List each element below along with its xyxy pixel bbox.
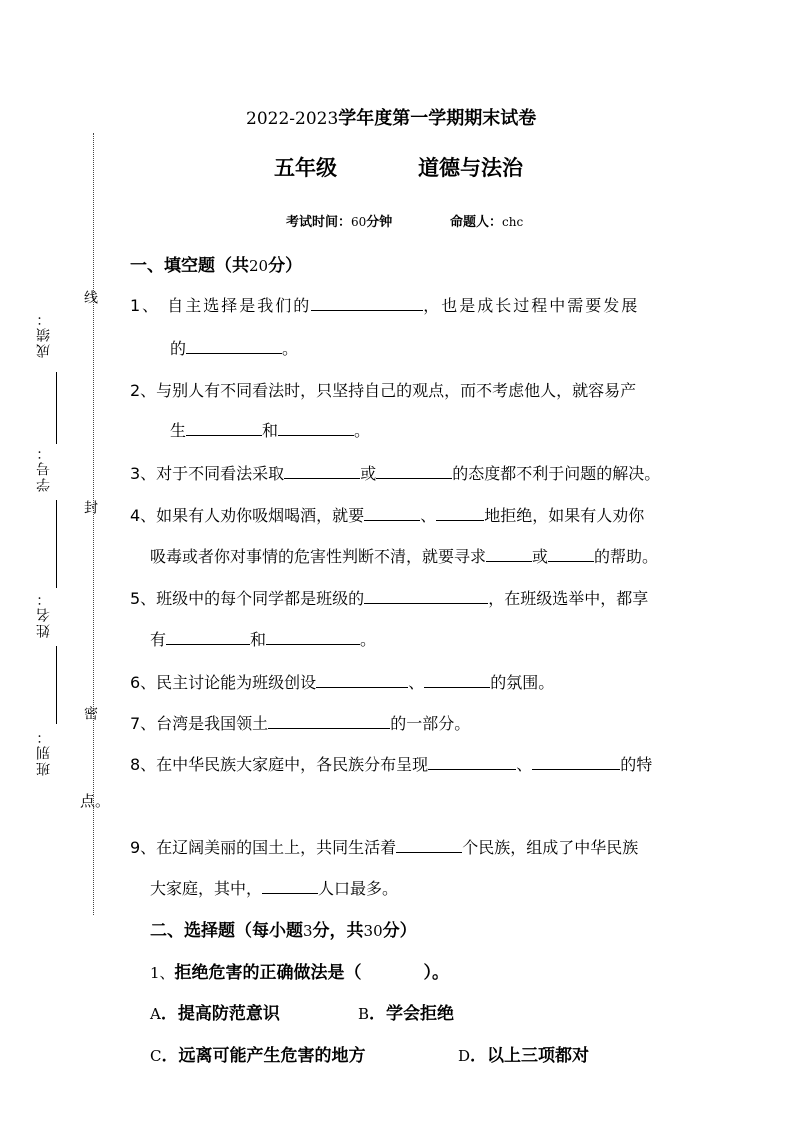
q9-text-a: 9、在辽阔美丽的国土上，共同生活着 (130, 838, 397, 857)
student-number-label: 学号： (36, 444, 52, 492)
question-1-cont (170, 336, 298, 359)
choice-question-1 (150, 958, 449, 983)
q9-text-b: 个民族，组成了中华民族 (462, 838, 639, 857)
question-4 (130, 503, 644, 526)
question-2-cont (170, 418, 370, 441)
q2-text-a: 2、与别人有不同看法时，只坚持自己的观点，而不考虑他人，就容易产 (130, 381, 637, 400)
title-text: 学年度第一学期期末试卷 (338, 108, 537, 129)
q5-text-c: 有 (150, 630, 167, 649)
section2-title-pre: 二、选择题（每小题 (150, 921, 303, 941)
section2-total: 30 (363, 922, 383, 940)
q3-blank-1[interactable] (284, 464, 360, 479)
choice1-num: 1、 (150, 964, 175, 982)
q1-text-d: 。 (282, 339, 299, 358)
q2-text-d: 。 (354, 421, 371, 440)
q6-blank-2[interactable] (424, 673, 490, 688)
question-5 (130, 586, 648, 609)
q3-text-a: 3、对于不同看法采取 (130, 464, 285, 483)
q4-blank-1[interactable] (364, 506, 420, 521)
q2-blank-1[interactable] (186, 421, 262, 436)
section2-title (150, 916, 417, 941)
q1-blank-2[interactable] (186, 339, 282, 354)
q4-text-d: 吸毒或者你对事情的危害性判断不清，就要寻求 (150, 547, 487, 566)
q8-text-a: 8、在中华民族大家庭中，各民族分布呈现 (130, 755, 429, 774)
q8-text-c: 的特 (620, 755, 653, 774)
q1-blank-1[interactable] (311, 296, 423, 311)
question-1 (130, 293, 639, 316)
number-field-line (56, 372, 57, 444)
q9-blank-2[interactable] (262, 879, 318, 894)
score-label: 成绩： (36, 310, 52, 358)
q5-text-b: ，在班级选举中，都享 (488, 589, 649, 608)
option-d-text: ．以上三项都对 (470, 1046, 590, 1066)
question-7 (130, 711, 470, 734)
margin-dot-char: 点。 (80, 792, 111, 810)
option-d-letter: D (458, 1047, 471, 1065)
option-b-letter: B (358, 1005, 370, 1023)
q6-blank-1[interactable] (316, 673, 408, 688)
q9-text-c: 大家庭，其中， (150, 879, 263, 898)
choice1-option-c[interactable] (150, 1041, 365, 1066)
option-b-text: ．学会拒绝 (369, 1004, 455, 1024)
margin-seal-char: 封 (82, 500, 98, 514)
q7-blank-1[interactable] (268, 714, 390, 729)
name-label: 姓名： (36, 590, 52, 638)
choice1-option-d[interactable] (458, 1041, 589, 1066)
section2-mid: 分，共 (312, 921, 364, 941)
q6-text-b: 、 (408, 673, 425, 692)
question-9 (130, 835, 638, 858)
class-label: 班别： (36, 728, 52, 776)
class-field-line (56, 646, 57, 724)
author-value: chc (502, 215, 524, 229)
section1-points: 20 (249, 257, 269, 275)
question-8 (130, 752, 652, 775)
q3-blank-2[interactable] (376, 464, 452, 479)
q4-text-f: 的帮助。 (594, 547, 659, 566)
name-field-line (56, 500, 57, 588)
grade-label: 五年级 (274, 156, 337, 180)
choice1-stem: 拒绝危害的正确做法是（ (174, 963, 362, 983)
choice1-option-a[interactable] (150, 999, 280, 1024)
q4-text-b: 、 (420, 506, 437, 525)
question-5-cont (150, 627, 376, 650)
author-label: 命题人： (450, 215, 503, 230)
q1-text-b: ，也是成长过程中需要发展 (423, 296, 640, 315)
exam-author (450, 211, 523, 230)
choice1-option-b[interactable] (358, 999, 454, 1024)
q4-text-e: 或 (532, 547, 549, 566)
margin-line-char: 线 (82, 290, 98, 304)
q6-text-c: 的氛围。 (490, 673, 555, 692)
choice1-stem-end: ）。 (423, 963, 450, 983)
q5-text-a: 5、班级中的每个同学都是班级的 (130, 589, 365, 608)
exam-title (246, 104, 536, 130)
q5-blank-3[interactable] (266, 630, 360, 645)
option-a-letter: A (150, 1005, 161, 1023)
section1-title-pre: 一、填空题（共 (130, 256, 249, 276)
question-4-cont (150, 544, 658, 567)
q5-text-e: 。 (360, 630, 377, 649)
q4-blank-3[interactable] (486, 547, 532, 562)
q9-blank-1[interactable] (396, 838, 462, 853)
title-year: 2022-2023 (246, 109, 339, 129)
time-value: 60 (351, 215, 367, 229)
question-9-cont (150, 876, 398, 899)
option-c-text: ．远离可能产生危害的地方 (161, 1046, 366, 1066)
q7-text-a: 7、台湾是我国领土 (130, 714, 269, 733)
q4-text-a: 4、如果有人劝你吸烟喝酒，就要 (130, 506, 365, 525)
q2-blank-2[interactable] (278, 421, 354, 436)
subject-label: 道德与法治 (418, 156, 523, 180)
margin-close-char: 密 (82, 706, 98, 720)
exam-time (286, 211, 392, 230)
question-3 (130, 461, 660, 484)
q1-text-a: 1、 自主选择是我们的 (130, 296, 312, 315)
section2-title-post: 分） (382, 921, 417, 941)
q5-text-d: 和 (250, 630, 267, 649)
q2-text-c: 和 (262, 421, 279, 440)
q1-text-c: 的 (170, 339, 187, 358)
time-unit: 分钟 (366, 215, 393, 230)
q7-text-b: 的一部分。 (390, 714, 471, 733)
q4-blank-4[interactable] (548, 547, 594, 562)
q5-blank-1[interactable] (364, 589, 488, 604)
q8-blank-1[interactable] (428, 755, 516, 770)
q3-text-c: 的态度都不利于问题的解决。 (452, 464, 661, 483)
option-c-letter: C (150, 1047, 162, 1065)
section2-per: 3 (303, 922, 313, 940)
q8-blank-2[interactable] (532, 755, 620, 770)
question-6 (130, 670, 554, 693)
option-a-text: ．提高防范意识 (160, 1004, 280, 1024)
q4-text-c: 地拒绝，如果有人劝你 (484, 506, 645, 525)
q2-text-b: 生 (170, 421, 187, 440)
q5-blank-2[interactable] (166, 630, 250, 645)
q6-text-a: 6、民主讨论能为班级创设 (130, 673, 317, 692)
section1-title-post: 分） (268, 256, 303, 276)
q4-blank-2[interactable] (436, 506, 484, 521)
question-2 (130, 378, 636, 401)
q8-text-b: 、 (516, 755, 533, 774)
q9-text-d: 人口最多。 (318, 879, 399, 898)
section1-title (130, 251, 302, 276)
time-label: 考试时间： (286, 215, 352, 230)
q3-text-b: 或 (360, 464, 377, 483)
